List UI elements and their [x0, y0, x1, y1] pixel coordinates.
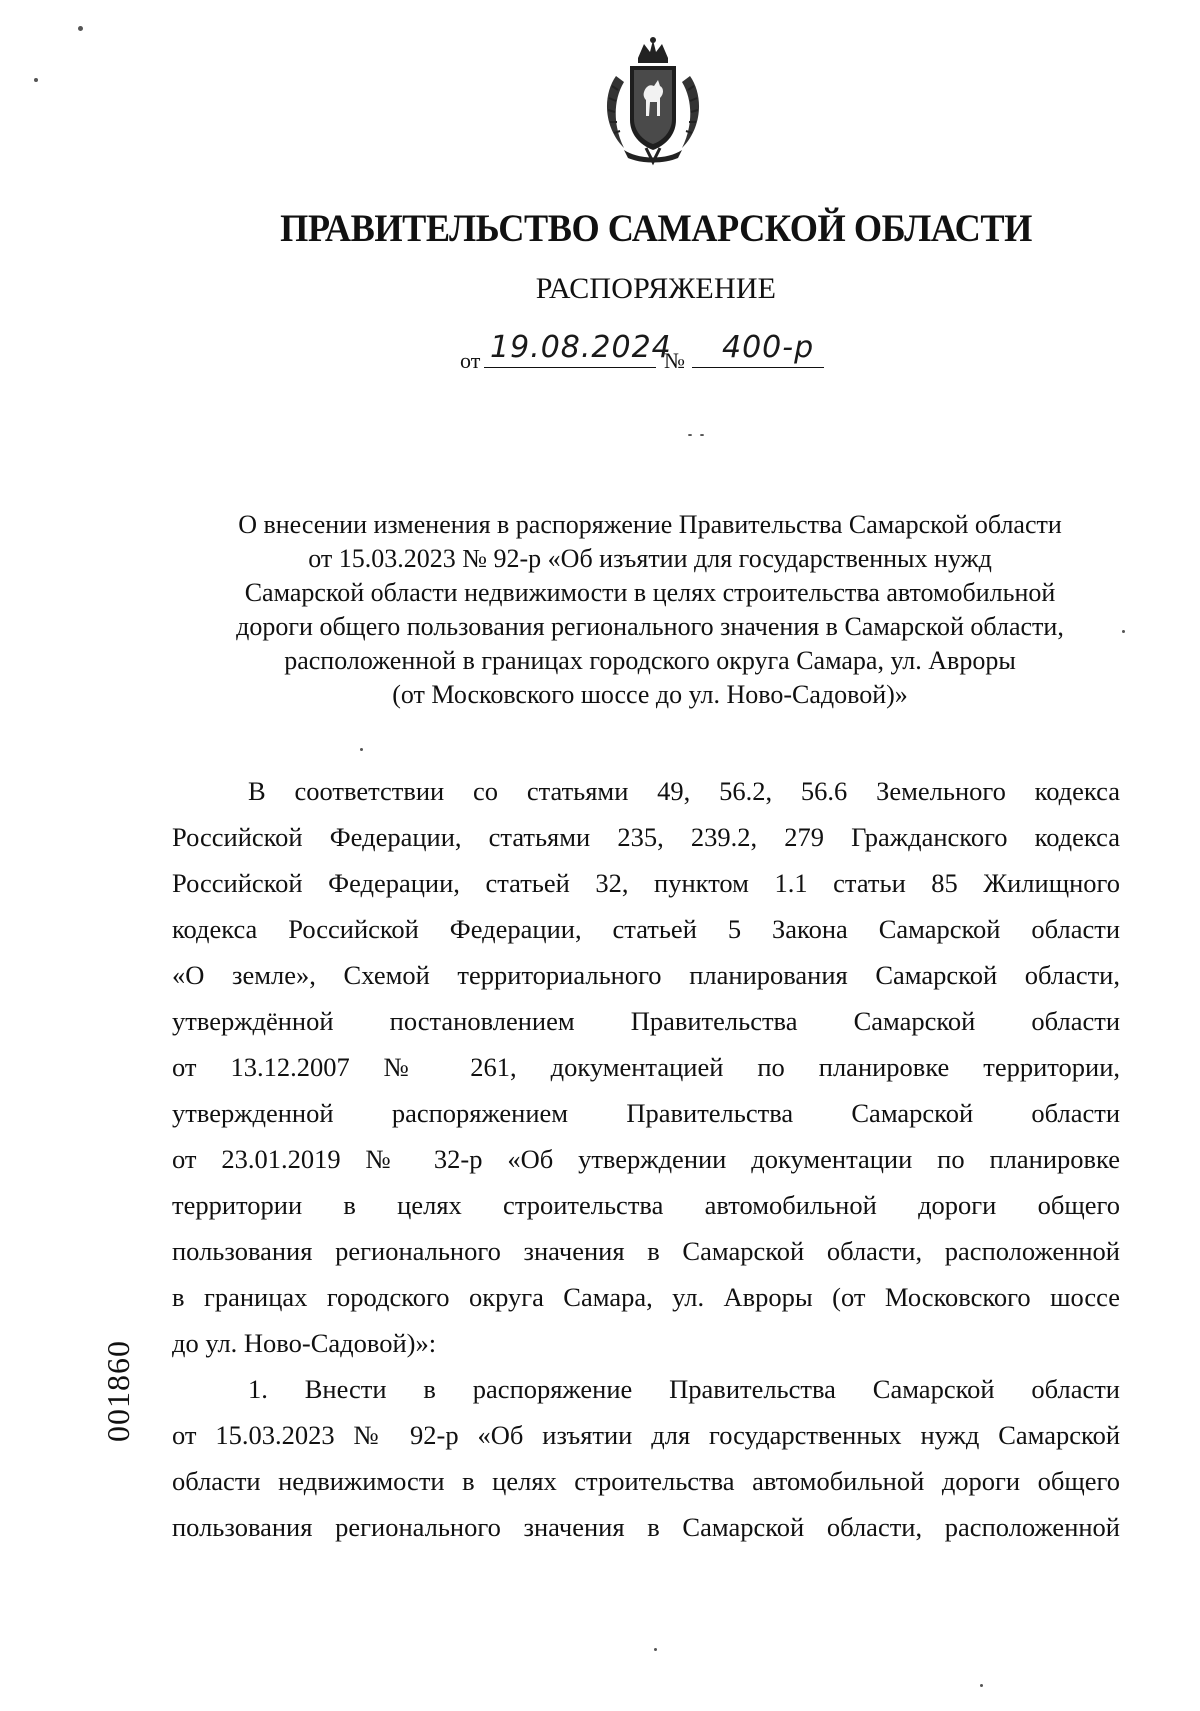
preamble-paragraph	[172, 768, 1120, 1366]
subject-line: (от Московского шоссе до ул. Ново-Садовой)»	[392, 680, 908, 709]
item-1-line: области недвижимости в целях строительства автомобильной дороги общего	[172, 1466, 1120, 1496]
document-type: РАСПОРЯЖЕНИЕ	[535, 272, 777, 305]
subject-line: дороги общего пользования регионального значения в Самарской области,	[236, 612, 1064, 641]
preamble-line: от 23.01.2019 № 32-р «Об утверждении документации по планировке	[172, 1144, 1120, 1174]
scan-speck	[700, 434, 704, 436]
item-1-paragraph	[172, 1366, 1120, 1550]
date-label: от	[460, 348, 481, 373]
preamble-line: территории в целях строительства автомобильной дороги общего	[172, 1190, 1120, 1220]
item-1-line: от 15.03.2023 № 92-р «Об изъятии для государственных нужд Самарской	[172, 1420, 1120, 1450]
preamble-line: кодекса Российской Федерации, статьей 5 Закона Самарской области	[172, 914, 1120, 944]
preamble-line: «О земле», Схемой территориального планирования Самарской области,	[172, 960, 1120, 990]
margin-registration-stamp: 001860	[100, 1340, 136, 1442]
subject-line: от 15.03.2023 № 92-р «Об изъятии для государственных нужд	[308, 544, 992, 573]
preamble-line: Российской Федерации, статьей 32, пунктом 1.1 статьи 85 Жилищного	[172, 868, 1120, 898]
preamble-line: до ул. Ново-Садовой)»:	[172, 1328, 437, 1358]
samara-coat-of-arms-emblem	[594, 36, 712, 166]
subject-line: О внесении изменения в распоряжение Правительства Самарской области	[238, 510, 1062, 539]
preamble-line: от 13.12.2007 № 261, документацией по планировке территории,	[172, 1052, 1120, 1082]
scan-speck	[654, 1648, 657, 1651]
item-1-line: пользования регионального значения в Самарской области, расположенной	[172, 1512, 1120, 1542]
preamble-line: пользования регионального значения в Самарской области, расположенной	[172, 1236, 1120, 1266]
scan-speck	[34, 78, 38, 82]
document-body	[172, 768, 1120, 1550]
item-1-line: 1. Внести в распоряжение Правительства Самарской области	[248, 1374, 1120, 1404]
preamble-line: в границах городского округа Самара, ул. Авроры (от Московского шоссе	[172, 1282, 1120, 1312]
scan-speck	[688, 434, 692, 436]
scan-speck	[1122, 630, 1125, 633]
preamble-line: В соответствии со статьями 49, 56.2, 56.6 Земельного кодекса	[248, 776, 1120, 806]
date-value: 19.08.2024	[490, 330, 672, 365]
subject-line: расположенной в границах городского округа Самара, ул. Авроры	[284, 646, 1016, 675]
preamble-line: Российской Федерации, статьями 235, 239.2, 279 Гражданского кодекса	[172, 822, 1120, 852]
number-value: 400-р	[722, 330, 815, 365]
preamble-line: утвержденной распоряжением Правительства Самарской области	[172, 1098, 1120, 1128]
government-title: ПРАВИТЕЛЬСТВО САМАРСКОЙ ОБЛАСТИ	[280, 207, 1032, 250]
scan-speck	[980, 1684, 983, 1687]
preamble-line: утверждённой постановлением Правительства Самарской области	[172, 1006, 1120, 1036]
number-label: №	[664, 348, 685, 373]
scan-speck	[360, 748, 363, 751]
subject-line: Самарской области недвижимости в целях строительства автомобильной	[244, 578, 1056, 607]
scan-speck	[78, 26, 83, 31]
document-subject	[150, 508, 1150, 712]
